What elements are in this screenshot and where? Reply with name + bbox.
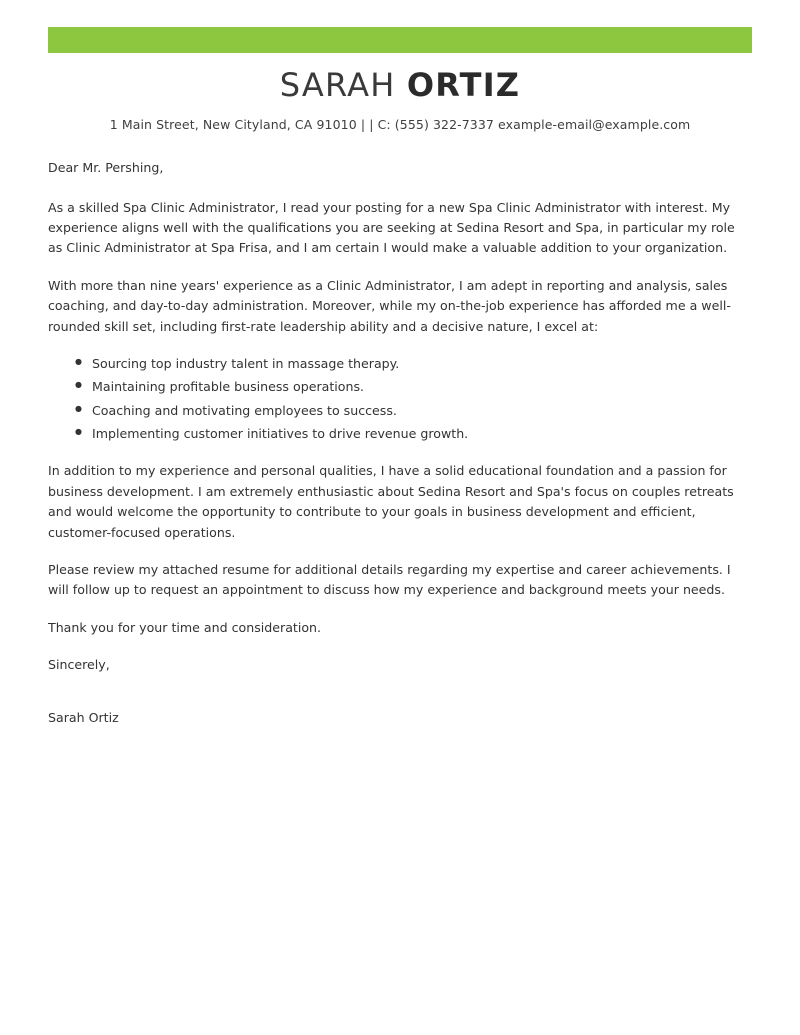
list-item: ● Implementing customer initiatives to drive revenue growth.: [92, 424, 752, 444]
paragraph-5: Thank you for your time and consideration.: [48, 619, 322, 635]
list-item: ● Sourcing top industry talent in massage therapy.: [92, 354, 752, 374]
salutation: Dear Mr. Pershing,: [48, 160, 164, 176]
page-title: [48, 68, 752, 103]
closing: Sincerely,: [48, 657, 110, 673]
letter-body: [48, 158, 752, 728]
paragraph-1: As a skilled Spa Clinic Administrator, I read your posting for a new Spa Clinic Administrator with interest. My experience aligns well with the qualifications you are seeking at Sedina Resort and Spa, in particular my role as Clinic Administrator at Spa Frisa, and I am certain I would make a valuable addition to your organization.: [48, 199, 735, 256]
paragraph-4: Please review my attached resume for additional details regarding my expertise and career achievements. I will follow up to request an appointment to discuss how my experience and background meets your needs.: [48, 562, 731, 598]
accent-header-bar: [48, 27, 752, 53]
paragraph-2: With more than nine years' experience as a Clinic Administrator, I am adept in reporting and analysis, sales coaching, and day-to-day administration. Moreover, while my on-the-job experience has afforded me a well-rounded skill set, including first-rate leadership ability and a decisive nature, I excel at:: [48, 277, 731, 334]
list-item: ● Maintaining profitable business operations.: [92, 377, 752, 397]
last-name: ORTIZ: [406, 66, 521, 104]
qualification-list: [48, 354, 752, 445]
contact-line: 1 Main Street, New Cityland, CA 91010 | | C: (555) 322-7337 example-email@example.com: [109, 117, 691, 133]
first-name: SARAH: [279, 66, 396, 104]
list-item: ● Coaching and motivating employees to success.: [92, 401, 752, 421]
paragraph-3: In addition to my experience and personal qualities, I have a solid educational foundation and a passion for business development. I am extremely enthusiastic about Sedina Resort and Spa's focus on couples retreats and would welcome the opportunity to contribute to your goals in business development and efficient, customer-focused operations.: [48, 463, 734, 540]
letter-content: [48, 62, 752, 745]
signature-name: Sarah Ortiz: [48, 709, 119, 725]
name-heading: [48, 68, 752, 103]
